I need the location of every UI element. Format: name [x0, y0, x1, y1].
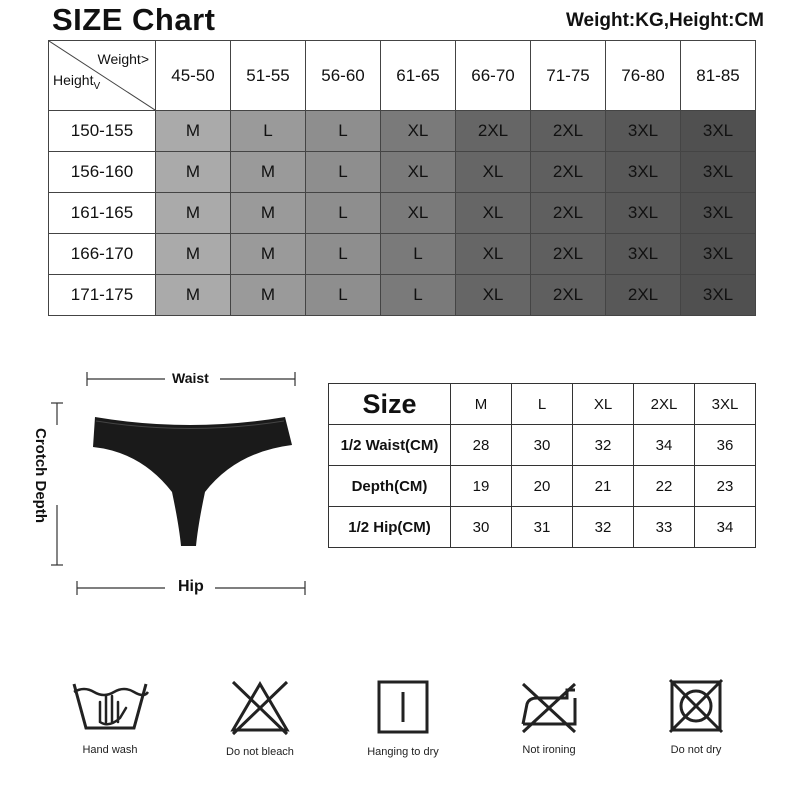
weight-header: 71-75 — [531, 41, 606, 111]
height-header: 150-155 — [49, 111, 156, 152]
measurement-table — [328, 383, 756, 548]
table-row — [329, 466, 756, 507]
hand-wash-icon — [70, 678, 150, 734]
page-title: SIZE Chart — [52, 2, 216, 37]
measurement-label: 1/2 Waist(CM) — [329, 425, 451, 466]
size-cell: XL — [381, 111, 456, 152]
size-cell: M — [156, 275, 231, 316]
units-note: Weight:KG,Height:CM — [565, 10, 764, 31]
measurement-label: Depth(CM) — [329, 466, 451, 507]
care-do-not-bleach — [205, 678, 315, 758]
size-cell: 2XL — [606, 275, 681, 316]
size-column-header: L — [512, 384, 573, 425]
crotch-depth-label: Crotch Depth — [32, 428, 49, 523]
table-row — [49, 111, 756, 152]
table-row — [49, 275, 756, 316]
size-column-header: M — [451, 384, 512, 425]
size-cell: XL — [456, 152, 531, 193]
do-not-bleach-icon — [229, 678, 291, 736]
measurement-value: 34 — [695, 507, 756, 548]
table-row — [49, 193, 756, 234]
care-label: Do not bleach — [226, 746, 294, 758]
size-cell: L — [306, 275, 381, 316]
size-header: Size — [329, 384, 451, 425]
size-cell: 3XL — [606, 152, 681, 193]
size-cell: 3XL — [606, 234, 681, 275]
weight-header: 66-70 — [456, 41, 531, 111]
size-cell: 2XL — [531, 152, 606, 193]
size-cell: 3XL — [681, 275, 756, 316]
size-cell: 2XL — [531, 234, 606, 275]
size-cell: XL — [456, 275, 531, 316]
size-cell: 3XL — [681, 234, 756, 275]
hip-label: Hip — [178, 578, 204, 595]
measurement-value: 34 — [634, 425, 695, 466]
measurement-value: 30 — [451, 507, 512, 548]
measurement-value: 31 — [512, 507, 573, 548]
measurement-value: 23 — [695, 466, 756, 507]
measurement-value: 33 — [634, 507, 695, 548]
size-cell: M — [156, 234, 231, 275]
measurement-value: 36 — [695, 425, 756, 466]
table-row — [49, 234, 756, 275]
measurement-value: 22 — [634, 466, 695, 507]
weight-header: 45-50 — [156, 41, 231, 111]
size-cell: XL — [456, 193, 531, 234]
size-column-header: XL — [573, 384, 634, 425]
measurement-value: 32 — [573, 425, 634, 466]
measurement-value: 21 — [573, 466, 634, 507]
do-not-iron-icon — [517, 678, 581, 734]
size-cell: L — [381, 234, 456, 275]
size-column-header: 2XL — [634, 384, 695, 425]
size-cell: 2XL — [531, 275, 606, 316]
size-chart-table — [48, 40, 756, 316]
size-cell: M — [156, 111, 231, 152]
care-hang-to-dry — [348, 678, 458, 758]
do-not-tumble-dry-icon — [668, 678, 724, 734]
size-cell: M — [231, 193, 306, 234]
weight-axis-label: Weight> — [97, 51, 149, 67]
care-do-not-dry — [641, 678, 751, 756]
table-row — [329, 507, 756, 548]
height-header: 161-165 — [49, 193, 156, 234]
size-cell: 3XL — [606, 193, 681, 234]
size-cell: L — [306, 111, 381, 152]
size-cell: 2XL — [531, 193, 606, 234]
size-cell: L — [306, 234, 381, 275]
size-cell: 3XL — [681, 152, 756, 193]
care-hand-wash — [55, 678, 165, 756]
care-label: Do not dry — [670, 744, 722, 756]
size-cell: M — [156, 193, 231, 234]
table-row — [49, 152, 756, 193]
care-label: Hanging to dry — [367, 746, 439, 758]
measurement-value: 20 — [512, 466, 573, 507]
measurement-value: 30 — [512, 425, 573, 466]
height-header: 171-175 — [49, 275, 156, 316]
weight-header: 51-55 — [231, 41, 306, 111]
weight-header: 81-85 — [681, 41, 756, 111]
height-header: 166-170 — [49, 234, 156, 275]
measurement-value: 32 — [573, 507, 634, 548]
size-cell: M — [231, 234, 306, 275]
weight-header: 61-65 — [381, 41, 456, 111]
weight-header: 56-60 — [306, 41, 381, 111]
size-cell: M — [231, 152, 306, 193]
size-cell: XL — [381, 193, 456, 234]
height-axis-text: Height — [53, 72, 94, 89]
table-row — [329, 425, 756, 466]
height-axis-arrow: V — [93, 81, 101, 92]
size-cell: L — [306, 152, 381, 193]
size-cell: XL — [456, 234, 531, 275]
size-cell: 3XL — [681, 193, 756, 234]
size-cell: L — [231, 111, 306, 152]
size-cell: M — [156, 152, 231, 193]
measurement-label: 1/2 Hip(CM) — [329, 507, 451, 548]
size-cell: 3XL — [681, 111, 756, 152]
waist-label: Waist — [172, 370, 209, 386]
size-cell: 3XL — [606, 111, 681, 152]
weight-header: 76-80 — [606, 41, 681, 111]
height-header: 156-160 — [49, 152, 156, 193]
size-cell: L — [381, 275, 456, 316]
care-not-ironing — [494, 678, 604, 756]
height-axis-label — [53, 72, 100, 92]
size-cell: XL — [381, 152, 456, 193]
measurement-value: 28 — [451, 425, 512, 466]
corner-cell — [49, 41, 156, 111]
hang-to-dry-icon — [376, 678, 430, 736]
measurement-value: 19 — [451, 466, 512, 507]
size-cell: M — [231, 275, 306, 316]
size-cell: L — [306, 193, 381, 234]
care-label: Not ironing — [522, 744, 576, 756]
size-cell: 2XL — [531, 111, 606, 152]
size-column-header: 3XL — [695, 384, 756, 425]
size-cell: 2XL — [456, 111, 531, 152]
care-label: Hand wash — [82, 744, 138, 756]
